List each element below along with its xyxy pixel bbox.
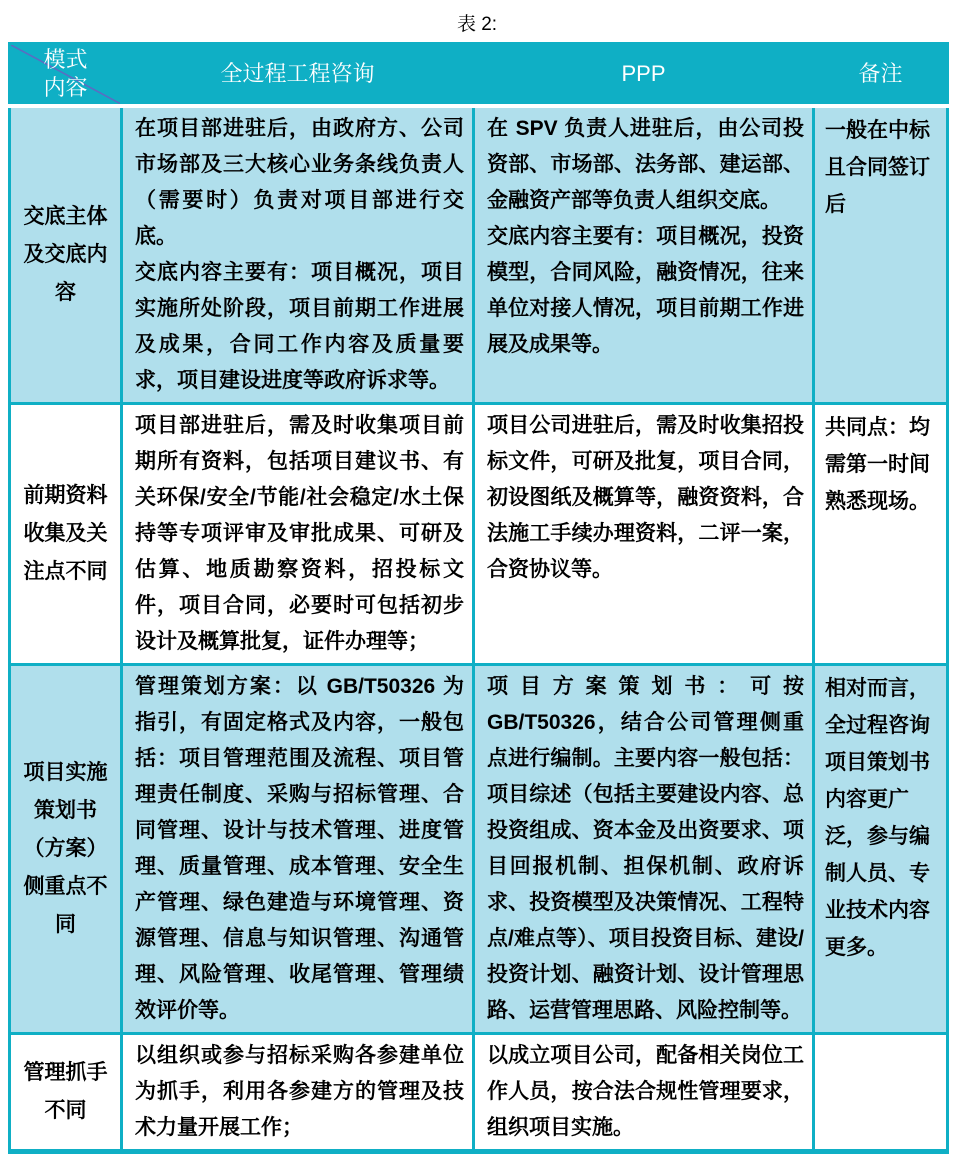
note-cell: 相对而言，全过程咨询项目策划书内容更广泛，参与编制人员、专业技术内容更多。 <box>814 664 948 1033</box>
table-row-preliminary-data <box>10 403 948 664</box>
ppp-cell <box>474 1033 814 1151</box>
ppp-cell <box>474 403 814 664</box>
paragraph: 项目部进驻后，需及时收集项目前期所有资料，包括项目建议书、有关环保/安全/节能/社会稳定/水土保持等专项评审及审批成果、可研及估算、地质勘察资料，招投标文件，项目合同，必要时可包括初步设计及概算批复，证件办理等； <box>135 413 464 653</box>
paragraph: 交底内容主要有：项目概况，投资模型，合同风险，融资情况，往来单位对接人情况，项目前期工作进展及成果等。 <box>487 224 804 356</box>
consulting-cell <box>122 403 474 664</box>
paragraph: 项目方案策划书：可按 GB/T50326，结合公司管理侧重点进行编制。主要内容一般包括：项目综述（包括主要建设内容、总投资组成、资本金及出资要求、项目回报机制、担保机制、政府诉求、投资模型及决策情况、工程特点/难点等）、项目投资目标、建设/投资计划、融资计划、设计管理思路、运营管理思路、风险控制等。 <box>487 674 804 1022</box>
consulting-cell <box>122 664 474 1033</box>
table-caption: 表 2: <box>456 14 498 35</box>
note-cell: 共同点：均需第一时间熟悉现场。 <box>814 403 948 664</box>
table-row-planning-document <box>10 664 948 1033</box>
ppp-cell <box>474 106 814 404</box>
paragraph: 以组织或参与招标采购各参建单位为抓手，利用各参建方的管理及技术力量开展工作； <box>135 1043 464 1139</box>
ppp-cell <box>474 664 814 1033</box>
paragraph: 以成立项目公司，配备相关岗位工作人员，按合法合规性管理要求，组织项目实施。 <box>487 1043 804 1139</box>
row-label: 项目实施策划书（方案）侧重点不同 <box>10 664 122 1033</box>
header-row <box>10 44 948 106</box>
corner-label-mode: 模式 <box>43 47 88 73</box>
column-header-note: 备注 <box>814 44 948 106</box>
row-label: 前期资料收集及关注点不同 <box>10 403 122 664</box>
corner-header-cell <box>10 44 122 106</box>
corner-label-content: 内容 <box>43 75 88 101</box>
note-cell: 一般在中标且合同签订后 <box>814 106 948 404</box>
consulting-cell <box>122 1033 474 1151</box>
paragraph: 交底内容主要有：项目概况，项目实施所处阶段，项目前期工作进展及成果，合同工作内容及质量要求，项目建设进度等政府诉求等。 <box>135 260 464 392</box>
row-label: 交底主体及交底内容 <box>10 106 122 404</box>
note-cell <box>814 1033 948 1151</box>
row-label: 管理抓手不同 <box>10 1033 122 1151</box>
column-header-ppp: PPP <box>474 44 814 106</box>
paragraph: 在 SPV 负责人进驻后，由公司投资部、市场部、法务部、建运部、金融资产部等负责人组织交底。 <box>487 116 804 212</box>
table-row-briefing <box>10 106 948 404</box>
table-row-management-lever <box>10 1033 948 1151</box>
comparison-table <box>8 42 949 1154</box>
paragraph: 在项目部进驻后，由政府方、公司市场部及三大核心业务条线负责人（需要时）负责对项目部进行交底。 <box>135 116 464 248</box>
consulting-cell <box>122 106 474 404</box>
column-header-consulting: 全过程工程咨询 <box>122 44 474 106</box>
paragraph: 项目公司进驻后，需及时收集招投标文件，可研及批复，项目合同，初设图纸及概算等，融资资料，合法施工手续办理资料，二评一案，合资协议等。 <box>487 413 804 581</box>
paragraph: 管理策划方案：以 GB/T50326 为指引，有固定格式及内容，一般包括：项目管理范围及流程、项目管理责任制度、采购与招标管理、合同管理、设计与技术管理、进度管理、质量管理、成本管理、安全生产管理、绿色建造与环境管理、资源管理、信息与知识管理、沟通管理、风险管理、收尾管理、管理绩效评价等。 <box>135 674 464 1022</box>
